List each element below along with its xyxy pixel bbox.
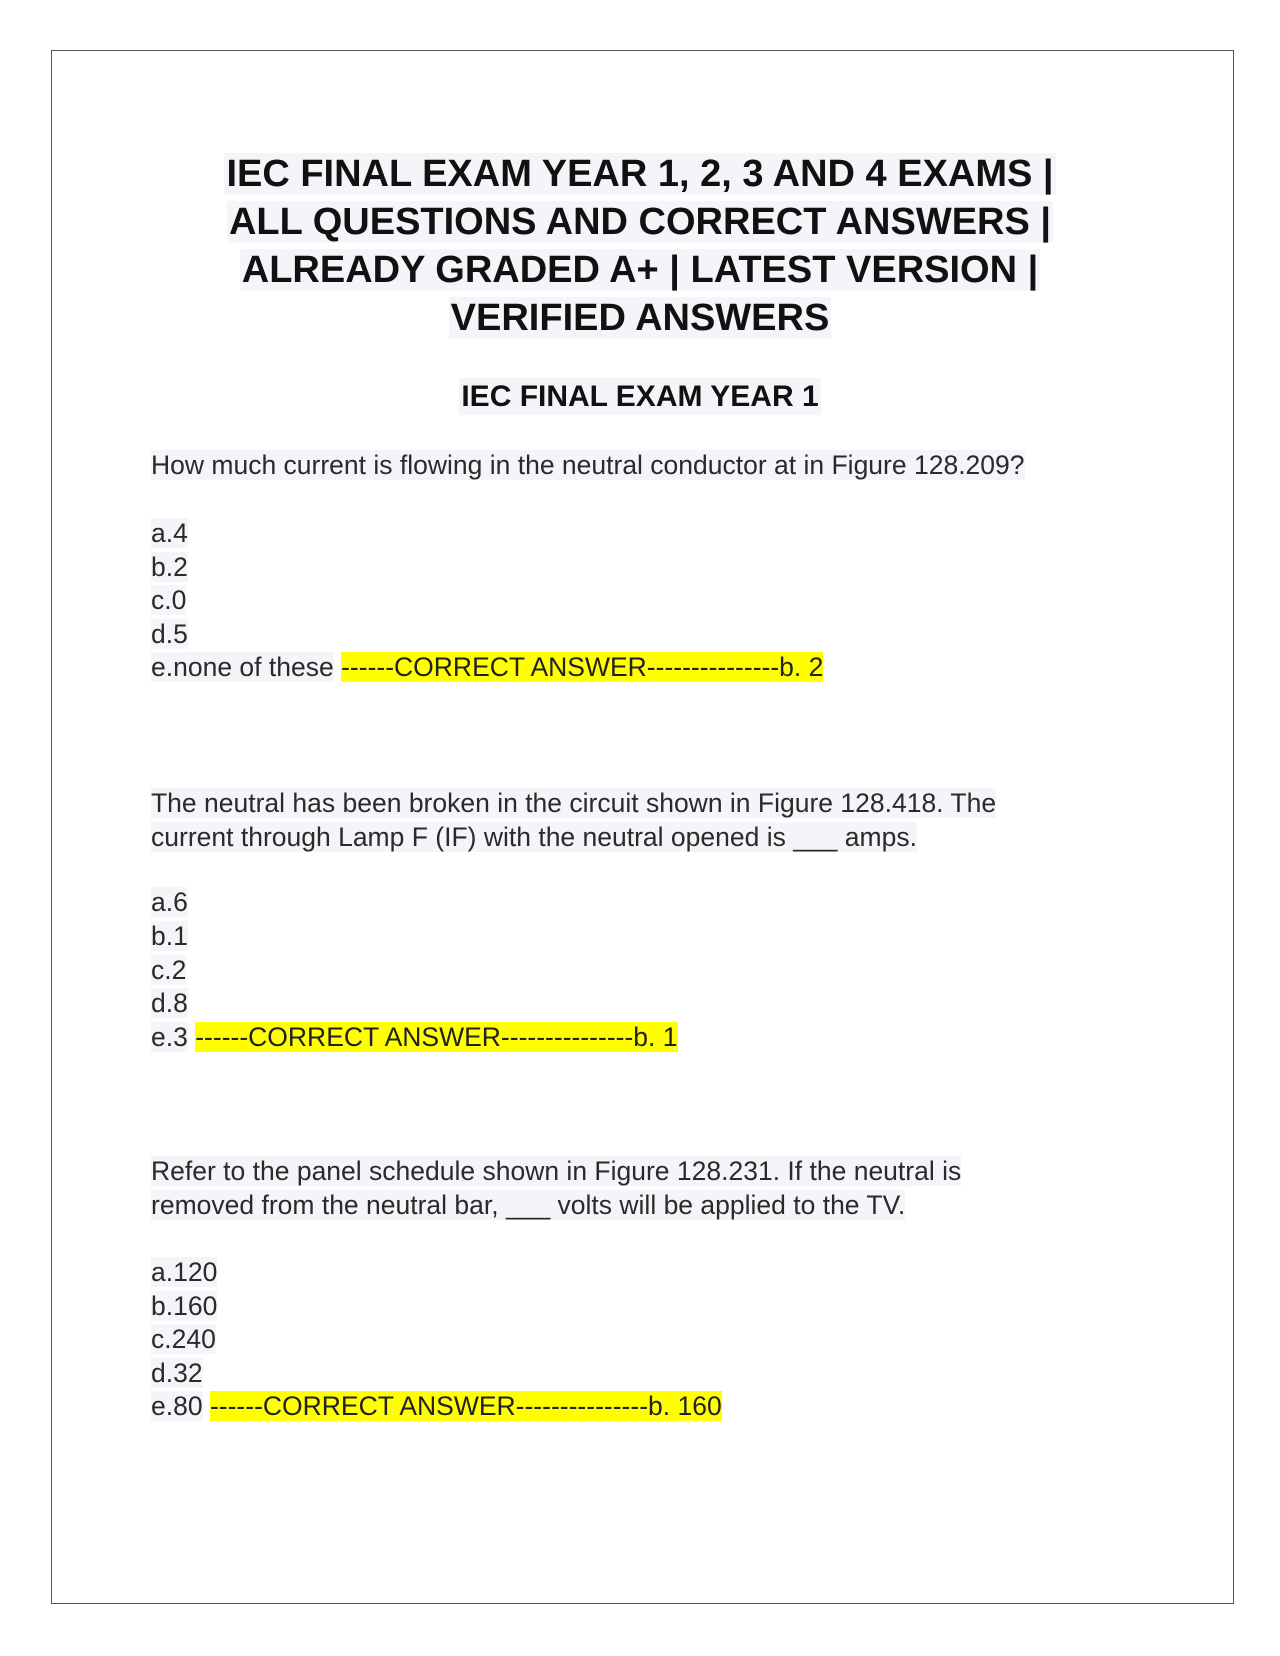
question-3-text: removed from the neutral bar, ___ volts will be applied to the TV. — [151, 1190, 906, 1220]
option: b.1 — [151, 921, 188, 951]
option: c.240 — [151, 1324, 216, 1354]
correct-answer: ------CORRECT ANSWER---------------b. 160 — [209, 1391, 722, 1421]
title-line: ALL QUESTIONS AND CORRECT ANSWERS | — [228, 201, 1052, 243]
option: d.32 — [151, 1358, 203, 1388]
option-with-answer: e.none of these ------CORRECT ANSWER---------------b. 2 — [151, 652, 824, 682]
option: a.6 — [151, 887, 188, 917]
option: a.4 — [151, 518, 188, 548]
option: b.2 — [151, 552, 188, 582]
option: b.160 — [151, 1291, 218, 1321]
section-heading — [0, 377, 1280, 417]
title-line: IEC FINAL EXAM YEAR 1, 2, 3 AND 4 EXAMS | — [226, 153, 1054, 195]
option: a.120 — [151, 1257, 218, 1287]
correct-answer: ------CORRECT ANSWER---------------b. 2 — [341, 652, 824, 682]
section-heading-text: IEC FINAL EXAM YEAR 1 — [461, 380, 819, 413]
option: c.2 — [151, 955, 187, 985]
title-line: VERIFIED ANSWERS — [450, 297, 830, 339]
title-line: ALREADY GRADED A+ | LATEST VERSION | — [241, 249, 1039, 291]
question-2-text: current through Lamp F (IF) with the neutral opened is ___ amps. — [151, 822, 917, 852]
correct-answer: ------CORRECT ANSWER---------------b. 1 — [195, 1022, 678, 1052]
option-with-answer: e.3 ------CORRECT ANSWER---------------b. 1 — [151, 1022, 678, 1052]
option: c.0 — [151, 585, 187, 615]
question-3-text: Refer to the panel schedule shown in Figure 128.231. If the neutral is — [151, 1156, 962, 1186]
document-title — [0, 150, 1280, 342]
option-with-answer: e.80 ------CORRECT ANSWER---------------b. 160 — [151, 1391, 722, 1421]
question-1-text: How much current is flowing in the neutral conductor at in Figure 128.209? — [151, 450, 1025, 480]
option: d.5 — [151, 619, 188, 649]
question-2-text: The neutral has been broken in the circuit shown in Figure 128.418. The — [151, 788, 997, 818]
option: d.8 — [151, 988, 188, 1018]
